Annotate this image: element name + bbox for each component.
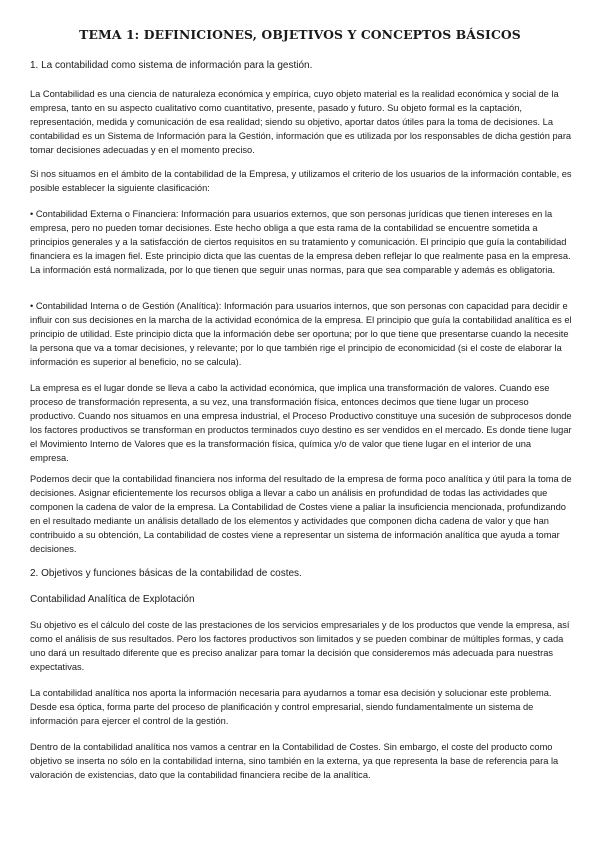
- section-2-heading: 2. Objetivos y funciones básicas de la contabilidad de costes.: [30, 568, 302, 579]
- paragraph-objetivo-explotacion: Su objetivo es el cálculo del coste de las prestaciones de los servicios empresariales y de los productos que vende la empresa, así como el análisis de sus resultados. Pero los factores productivos son limitados y se pueden combinar de múltiples formas, y cada uno dará un resultado diferente que es preciso analizar para tomar la decisión que consideremos más adecuada para nuestras expectativas.: [30, 620, 570, 672]
- section-1-heading: 1. La contabilidad como sistema de información para la gestión.: [30, 60, 313, 71]
- paragraph-contabilidad-interna: • Contabilidad Interna o de Gestión (Analítica): Información para usuarios internos, que son personas con capacidad para decidir e influir con sus decisiones en la marcha de la actividad económica de la empresa. El principio que guía la contabilidad analítica es el principio de utilidad. Este principio dicta que la información debe ser oportuna; por lo que tiene que presentarse cuando la necesite la persona que va a tomar decisiones, y relevante; por lo que también rige el principio de economicidad (si el coste de elaborar la información es superior al beneficio, no se calcula).: [30, 301, 572, 367]
- paragraph-contabilidad-externa: • Contabilidad Externa o Financiera: Información para usuarios externos, que son personas jurídicas que tienen intereses en la empresa, pero no pueden tomar decisiones. Este hecho obliga a que esta rama de la contabilidad se encuentre sometida a principios generales y a la satisfacción de ciertos requisitos en su tratamiento y comunicación. El principio que guía la contabilidad financiera es la imagen fiel. Este principio dicta que las cuentas de la empresa deben reflejar lo que realmente pasa en la empresa. La información está normalizada, por lo que tienen que seguir unas normas, para que sea comparable y además es obligatoria.: [30, 209, 571, 275]
- paragraph-coste-producto: Dentro de la contabilidad analítica nos vamos a centrar en la Contabilidad de Costes. Sin embargo, el coste del producto como objetivo se inserta no sólo en la contabilidad interna, sino también en la externa, ya que representa la base de referencia para la valoración de existencias, dato que la contabilidad financiera recibe de la analítica.: [30, 742, 559, 780]
- subsection-heading: Contabilidad Analítica de Explotación: [30, 594, 195, 605]
- paragraph-contabilidad-costes: Podemos decir que la contabilidad financiera nos informa del resultado de la empresa de forma poco analítica y útil para la toma de decisiones. Asignar eficientemente los recursos obliga a llevar a cabo un análisis en profundidad de todas las actividades que componen la cadena de valor de la empresa. La Contabilidad de Costes viene a paliar la insuficiencia mencionada, profundizando en el resultado mediante un análisis detallado de los elementos y actividades que componen dicha cadena de valor y que han contribuido a su obtención, La contabilidad de costes viene a representar un sistema de información analítica que ayuda a tomar decisiones.: [30, 474, 572, 554]
- paragraph-proceso-productivo: La empresa es el lugar donde se lleva a cabo la actividad económica, que implica una transformación de valores. Cuando ese proceso de transformación representa, a su vez, una transformación física, entonces decimos que tiene lugar un proceso productivo. Cuando nos situamos en una empresa industrial, el Proceso Productivo constituye una sucesión de subprocesos donde los factores productivos se transforman en productos terminados cuyo destino es ser vendidos en el mercado. Es donde tiene lugar el Movimiento Interno de Valores que es la transformación física, química y/o de valor que tiene lugar en el interior de una empresa.: [30, 383, 572, 463]
- paragraph-contabilidad-definicion: La Contabilidad es una ciencia de naturaleza económica y empírica, cuyo objeto material es la realidad económica y social de la empresa, tanto en su aspecto cualitativo como cuantitativo, presente, pasado y futuro. Su objeto formal es la captación, representación, medida y comunicación de esa realidad; siendo su objetivo, aportar datos útiles para la toma de decisiones. La contabilidad es un Sistema de Información para la Gestión, información que es utilizada por los responsables de dicha gestión para tomar decisiones adecuadas y en el momento preciso.: [30, 89, 572, 155]
- paragraph-informacion-analitica: La contabilidad analítica nos aporta la información necesaria para ayudarnos a tomar esa decisión y solucionar este problema. Desde esa óptica, forma parte del proceso de planificación y control empresarial, siendo fundamentalmente un sistema de información para ejercer el control de la gestión.: [30, 688, 552, 726]
- paragraph-clasificacion-intro: Si nos situamos en el ámbito de la contabilidad de la Empresa, y utilizamos el criterio de los usuarios de la información contable, es posible establecer la siguiente clasificación:: [30, 169, 572, 193]
- page-title: TEMA 1: DEFINICIONES, OBJETIVOS Y CONCEPTOS BÁSICOS: [79, 27, 521, 42]
